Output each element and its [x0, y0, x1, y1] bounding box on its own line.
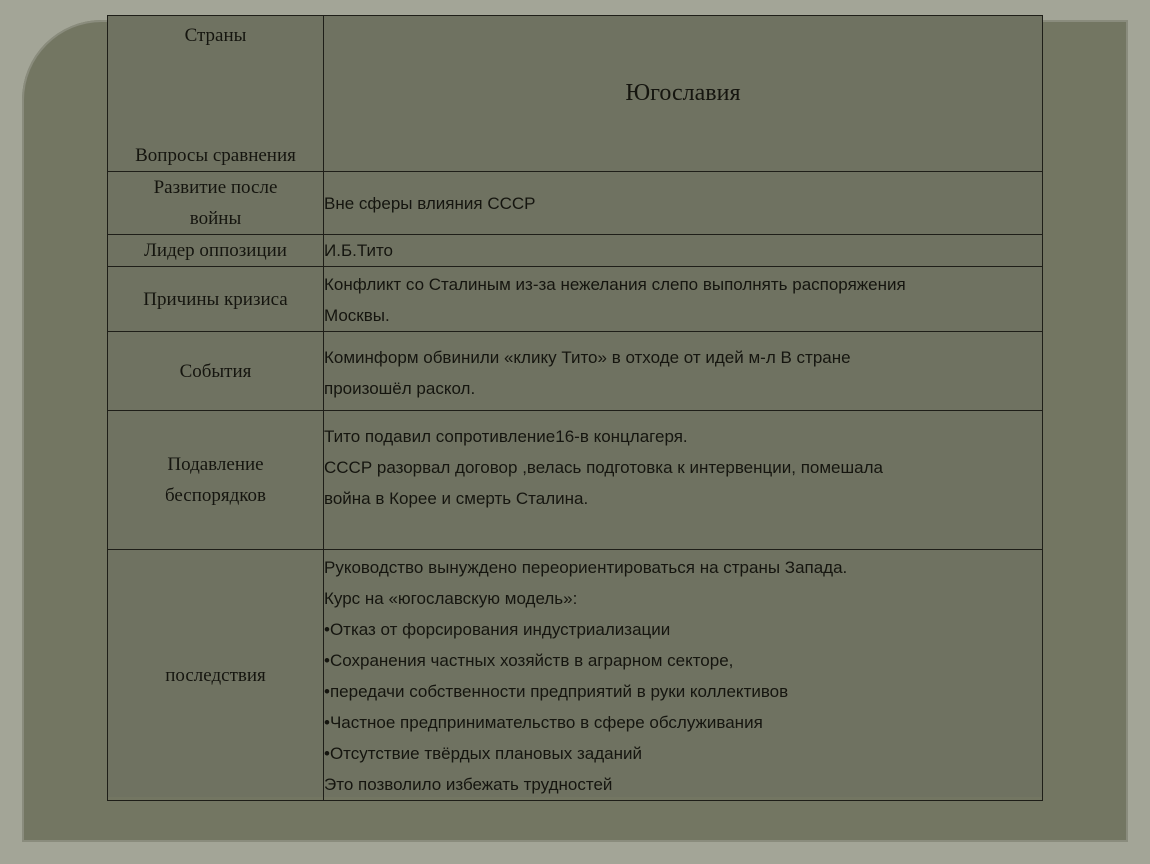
row-text: Коминформ обвинили «клику Тито» в отходе от идей м-л В стране произошёл раскол. — [324, 332, 1043, 411]
row-text: Руководство вынуждено переориентироваться на страны Запада. Курс на «югославскую модель»: •Отказ от форсирования индустриализации •Сохранения частных хозяйств в аграрном секторе, •передачи собственности предприятий в руки коллективов •Частное предпринимательство в сфере обслуживания •Отсутствие твёрдых плановых заданий Это позволило избежать трудностей — [324, 550, 1043, 801]
row-label: Причины кризиса — [108, 267, 324, 332]
row-label: События — [108, 332, 324, 411]
row-label: Подавление беспорядков — [108, 411, 324, 550]
comparison-table-frame — [107, 15, 1043, 797]
row-text: Тито подавил сопротивление16-в концлагеря. СССР разорвал договор ,велась подготовка к интервенции, помешала война в Корее и смерть Сталина. — [324, 411, 1043, 550]
table-row — [108, 550, 1043, 801]
row-text: И.Б.Тито — [324, 235, 1043, 267]
comparison-table — [107, 15, 1043, 801]
row-label: Развитие после войны — [108, 172, 324, 235]
row-label: последствия — [108, 550, 324, 801]
header-countries-label: Страны — [184, 25, 247, 46]
table-row — [108, 172, 1043, 235]
table-header-row — [108, 16, 1043, 172]
row-text: Вне сферы влияния СССР — [324, 172, 1043, 235]
table-row — [108, 332, 1043, 411]
row-text: Конфликт со Сталиным из-за нежелания слепо выполнять распоряжения Москвы. — [324, 267, 1043, 332]
header-questions-label: Вопросы сравнения — [135, 145, 296, 166]
header-corner-cell — [108, 16, 324, 172]
row-label: Лидер оппозиции — [108, 235, 324, 267]
table-row — [108, 235, 1043, 267]
table-row — [108, 411, 1043, 550]
country-title: Югославия — [324, 16, 1043, 172]
table-row — [108, 267, 1043, 332]
